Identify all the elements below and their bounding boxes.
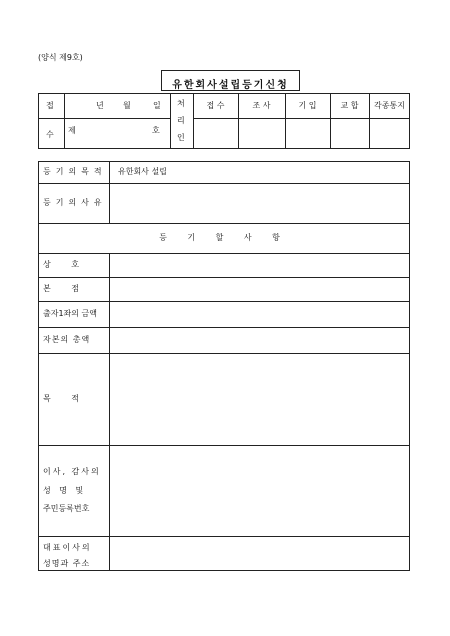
row-label-total-capital: 자본의 총액 — [43, 335, 91, 344]
date-month: 월 — [123, 101, 131, 110]
row-label-business-purpose: 목 적 — [43, 394, 88, 403]
directors-label-line-3: 주민등록번호 — [43, 504, 90, 513]
section-header: 등 기 할 사 항 — [159, 233, 289, 242]
reason-label: 등기의사유 — [43, 198, 107, 207]
processor-char-1: 처 — [177, 99, 185, 108]
number-prefix: 제 — [68, 126, 76, 135]
column-collate: 교 합 — [340, 101, 359, 110]
directors-label-line-1: 이사, 감사의 — [43, 467, 101, 476]
column-entry: 기 입 — [298, 101, 317, 110]
date-year: 년 — [96, 101, 104, 110]
receipt-label-top: 접 — [46, 101, 54, 110]
column-inspect: 조 사 — [252, 101, 271, 110]
receipt-label-bottom: 수 — [46, 130, 54, 139]
processor-char-2: 리 — [177, 116, 185, 125]
row-label-company-name: 상 호 — [43, 260, 88, 269]
purpose-label: 등기의목적 — [43, 167, 107, 176]
rep-label-line-1: 대표이사의 — [43, 543, 92, 552]
processor-char-3: 인 — [177, 133, 185, 142]
directors-label-line-2: 성 명 및 — [43, 486, 87, 495]
date-day: 일 — [153, 101, 161, 110]
row-label-unit-amount: 출자1좌의 금액 — [43, 309, 98, 318]
row-label-head-office: 본 점 — [43, 284, 88, 293]
purpose-value: 유한회사 설립 — [118, 167, 167, 176]
rep-label-line-2: 성명과 주소 — [43, 559, 91, 568]
title-box — [161, 70, 300, 91]
page-title: 유한회사설립등기신청 — [172, 80, 289, 91]
number-suffix: 호 — [152, 126, 160, 135]
form-number: (양식 제9호) — [38, 53, 83, 62]
column-receipt: 접 수 — [206, 101, 225, 110]
column-notices: 각종통지 — [374, 101, 405, 110]
